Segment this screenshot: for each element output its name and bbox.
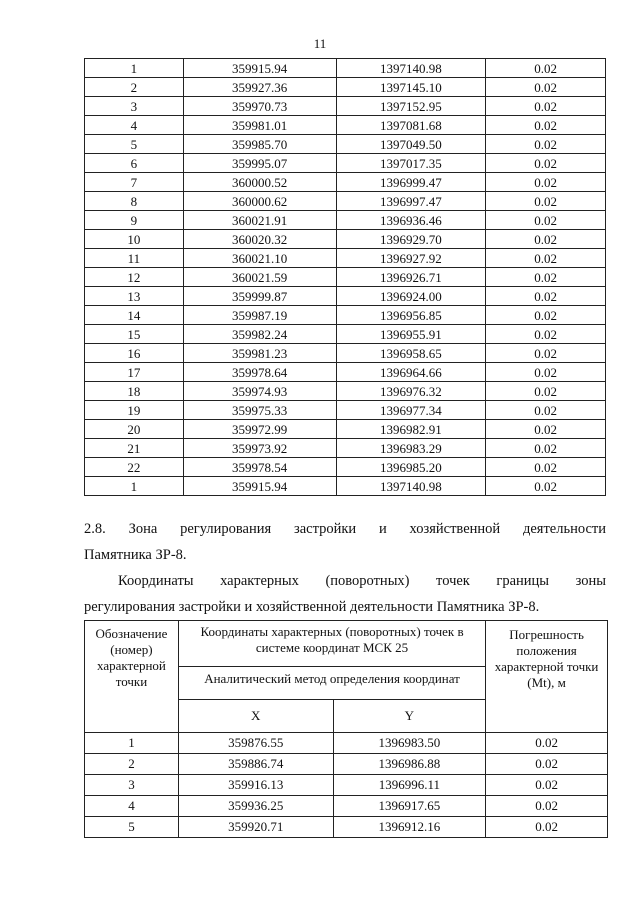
coord-x: 359972.99: [183, 420, 336, 439]
error-value: 0.02: [486, 154, 606, 173]
error-value: 0.02: [486, 775, 608, 796]
table-caption-line-2: регулирования застройки и хозяйственной деятельности Памятника ЗР-8.: [84, 599, 540, 615]
coord-y: 1396997.47: [336, 192, 486, 211]
coord-y: 1397081.68: [336, 116, 486, 135]
error-value: 0.02: [486, 733, 608, 754]
coord-x: 359920.71: [178, 817, 333, 838]
coord-y: 1396958.65: [336, 344, 486, 363]
coord-y: 1396985.20: [336, 458, 486, 477]
table-row: [85, 78, 606, 97]
point-number: 3: [85, 775, 179, 796]
coord-x: 359975.33: [183, 401, 336, 420]
coord-y: 1396964.66: [336, 363, 486, 382]
error-value: 0.02: [486, 230, 606, 249]
table-caption-line-1: Координаты характерных (поворотных) точек границы зоны: [118, 573, 606, 589]
table-row: [85, 97, 606, 116]
coord-x: 360000.52: [183, 173, 336, 192]
table-row: [85, 382, 606, 401]
coord-y: 1396986.88: [333, 754, 486, 775]
coord-y: 1396955.91: [336, 325, 486, 344]
coordinates-table-2: [84, 620, 608, 838]
error-value: 0.02: [486, 344, 606, 363]
point-number: 1: [85, 733, 179, 754]
table-row: [85, 306, 606, 325]
error-value: 0.02: [486, 192, 606, 211]
point-number: 8: [85, 192, 184, 211]
error-value: 0.02: [486, 420, 606, 439]
table-row: [85, 325, 606, 344]
coord-y: 1396924.00: [336, 287, 486, 306]
error-value: 0.02: [486, 439, 606, 458]
point-number: 10: [85, 230, 184, 249]
error-value: 0.02: [486, 249, 606, 268]
point-number: 4: [85, 796, 179, 817]
table-row: [85, 401, 606, 420]
coord-y: 1397140.98: [336, 477, 486, 496]
error-value: 0.02: [486, 796, 608, 817]
coord-x: 359936.25: [178, 796, 333, 817]
point-number: 18: [85, 382, 184, 401]
coordinates-table-1: [84, 58, 606, 496]
point-number: 16: [85, 344, 184, 363]
point-number: 5: [85, 135, 184, 154]
error-value: 0.02: [486, 287, 606, 306]
table-row: [85, 154, 606, 173]
table-row: [85, 363, 606, 382]
table-row: [85, 754, 608, 775]
coord-x: 359981.01: [183, 116, 336, 135]
error-value: 0.02: [486, 78, 606, 97]
table-row: [85, 287, 606, 306]
point-number: 3: [85, 97, 184, 116]
coord-y: 1396927.92: [336, 249, 486, 268]
coord-y: 1396977.34: [336, 401, 486, 420]
point-number: 4: [85, 116, 184, 135]
header-y: Y: [333, 699, 486, 732]
table-row: [85, 817, 608, 838]
point-number: 5: [85, 817, 179, 838]
coord-y: 1396917.65: [333, 796, 486, 817]
point-number: 7: [85, 173, 184, 192]
point-number: 15: [85, 325, 184, 344]
header-coordinates: Координаты характерных (поворотных) точек в системе координат МСК 25: [178, 621, 485, 667]
coord-y: 1396983.50: [333, 733, 486, 754]
coord-x: 359982.24: [183, 325, 336, 344]
point-number: 2: [85, 78, 184, 97]
error-value: 0.02: [486, 306, 606, 325]
coord-y: 1396912.16: [333, 817, 486, 838]
point-number: 11: [85, 249, 184, 268]
coord-y: 1396982.91: [336, 420, 486, 439]
table-row: [85, 173, 606, 192]
error-value: 0.02: [486, 97, 606, 116]
point-number: 6: [85, 154, 184, 173]
error-value: 0.02: [486, 382, 606, 401]
error-value: 0.02: [486, 363, 606, 382]
coord-x: 360021.91: [183, 211, 336, 230]
point-number: 17: [85, 363, 184, 382]
coord-y: 1396976.32: [336, 382, 486, 401]
coord-x: 359987.19: [183, 306, 336, 325]
coord-x: 360020.32: [183, 230, 336, 249]
coord-x: 359973.92: [183, 439, 336, 458]
coord-x: 359981.23: [183, 344, 336, 363]
error-value: 0.02: [486, 477, 606, 496]
point-number: 13: [85, 287, 184, 306]
coord-y: 1397017.35: [336, 154, 486, 173]
section-heading-line-1: 2.8. Зона регулирования застройки и хозяйственной деятельности: [84, 521, 606, 537]
error-value: 0.02: [486, 116, 606, 135]
error-value: 0.02: [486, 135, 606, 154]
point-number: 1: [85, 59, 184, 78]
table-row: [85, 59, 606, 78]
table-row: [85, 249, 606, 268]
table-row: [85, 116, 606, 135]
table-row: [85, 775, 608, 796]
table-row: [85, 211, 606, 230]
table-row: [85, 796, 608, 817]
coord-x: 359876.55: [178, 733, 333, 754]
point-number: 2: [85, 754, 179, 775]
coord-x: 359886.74: [178, 754, 333, 775]
error-value: 0.02: [486, 817, 608, 838]
coord-x: 359978.64: [183, 363, 336, 382]
point-number: 19: [85, 401, 184, 420]
table-row: [85, 420, 606, 439]
error-value: 0.02: [486, 173, 606, 192]
error-value: 0.02: [486, 401, 606, 420]
error-value: 0.02: [486, 59, 606, 78]
coord-x: 359974.93: [183, 382, 336, 401]
coord-y: 1397049.50: [336, 135, 486, 154]
point-number: 1: [85, 477, 184, 496]
coord-x: 359985.70: [183, 135, 336, 154]
coord-y: 1396999.47: [336, 173, 486, 192]
coord-x: 359915.94: [183, 59, 336, 78]
coord-x: 359915.94: [183, 477, 336, 496]
header-error: Погрешность положения характерной точки (Mt), м: [486, 621, 608, 733]
table-row: [85, 477, 606, 496]
header-designation: Обозначение (номер) характерной точки: [85, 621, 179, 733]
table-row: [85, 230, 606, 249]
error-value: 0.02: [486, 458, 606, 477]
coord-y: 1397152.95: [336, 97, 486, 116]
table-row: [85, 458, 606, 477]
coord-x: 359927.36: [183, 78, 336, 97]
coord-x: 359995.07: [183, 154, 336, 173]
coord-x: 359999.87: [183, 287, 336, 306]
coord-y: 1396929.70: [336, 230, 486, 249]
header-method: Аналитический метод определения координат: [178, 666, 485, 699]
coord-y: 1396983.29: [336, 439, 486, 458]
table-row: [85, 733, 608, 754]
point-number: 21: [85, 439, 184, 458]
point-number: 20: [85, 420, 184, 439]
coord-y: 1396996.11: [333, 775, 486, 796]
point-number: 12: [85, 268, 184, 287]
point-number: 14: [85, 306, 184, 325]
coord-x: 359916.13: [178, 775, 333, 796]
section-heading-line-2: Памятника ЗР-8.: [84, 547, 187, 563]
coord-y: 1396956.85: [336, 306, 486, 325]
coordinates-table-2-body: [85, 733, 608, 838]
table-row: [85, 344, 606, 363]
table-row: [85, 192, 606, 211]
coord-y: 1396926.71: [336, 268, 486, 287]
point-number: 9: [85, 211, 184, 230]
page-number: 11: [313, 36, 327, 51]
coord-y: 1397140.98: [336, 59, 486, 78]
error-value: 0.02: [486, 325, 606, 344]
coord-x: 360021.10: [183, 249, 336, 268]
coord-x: 360000.62: [183, 192, 336, 211]
coord-x: 360021.59: [183, 268, 336, 287]
coordinates-table-1-body: [85, 59, 606, 496]
coord-y: 1396936.46: [336, 211, 486, 230]
error-value: 0.02: [486, 754, 608, 775]
table-row: [85, 135, 606, 154]
error-value: 0.02: [486, 268, 606, 287]
coord-x: 359978.54: [183, 458, 336, 477]
table-row: [85, 268, 606, 287]
point-number: 22: [85, 458, 184, 477]
coord-x: 359970.73: [183, 97, 336, 116]
header-x: X: [178, 699, 333, 732]
coord-y: 1397145.10: [336, 78, 486, 97]
error-value: 0.02: [486, 211, 606, 230]
table-row: [85, 439, 606, 458]
